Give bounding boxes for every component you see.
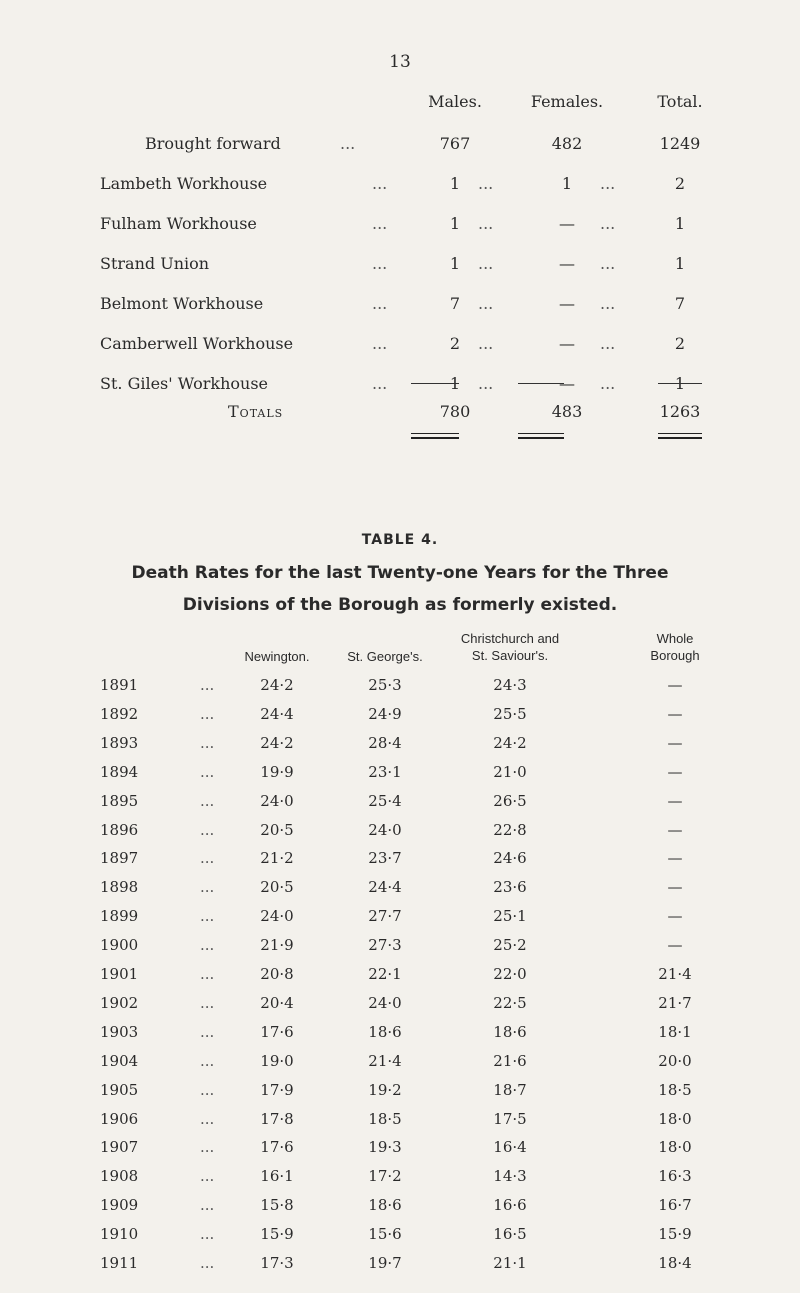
whole-borough-cell: 21·4: [658, 965, 692, 983]
whole-borough-cell: —: [667, 791, 683, 810]
row-label: Camberwell Workhouse: [100, 334, 294, 353]
newington-cell: 24·2: [260, 676, 294, 694]
newington-cell: 17·8: [260, 1109, 294, 1128]
christchurch-cell: 14·3: [493, 1167, 527, 1186]
row-males: 1: [449, 174, 461, 193]
row-total: 1: [674, 214, 686, 233]
year-cell: 1901: [100, 965, 139, 983]
newington-cell: 24·0: [260, 907, 294, 926]
newington-cell: 19·0: [260, 1051, 294, 1070]
leader-dots: ...: [200, 1225, 215, 1244]
st-georges-cell: 19·7: [368, 1254, 402, 1272]
leader-dots: ...: [200, 1254, 215, 1272]
st-georges-cell: 17·2: [368, 1167, 402, 1186]
header-whole-line-1: Whole: [656, 631, 694, 646]
st-georges-cell: 19·3: [368, 1138, 402, 1157]
row-females: —: [559, 254, 575, 273]
year-cell: 1897: [100, 849, 139, 868]
st-georges-cell: 15·6: [368, 1225, 402, 1244]
newington-cell: 19·9: [260, 762, 294, 781]
christchurch-cell: 21·1: [493, 1254, 527, 1272]
row-total: 1249: [659, 134, 701, 153]
christchurch-cell: 16·6: [493, 1196, 527, 1215]
leader-dots: ...: [600, 294, 616, 313]
totals-total: 1263: [659, 402, 701, 421]
st-georges-cell: 24·0: [368, 820, 402, 839]
newington-cell: 20·4: [260, 993, 294, 1012]
leader-dots: ...: [372, 294, 388, 313]
leader-dots: ...: [478, 294, 494, 313]
newington-cell: 17·9: [260, 1080, 294, 1099]
christchurch-cell: 18·7: [493, 1080, 527, 1099]
year-cell: 1904: [100, 1051, 139, 1070]
leader-dots: ...: [372, 174, 388, 193]
st-georges-cell: 19·2: [368, 1080, 402, 1099]
year-cell: 1909: [100, 1196, 139, 1215]
row-males: 7: [449, 294, 461, 313]
leader-dots: ...: [200, 1196, 215, 1215]
newington-cell: 20·5: [260, 820, 294, 839]
leader-dots: ...: [478, 254, 494, 273]
whole-borough-cell: 18·0: [658, 1138, 692, 1157]
christchurch-cell: 16·5: [493, 1225, 527, 1244]
leader-dots: ...: [372, 334, 388, 353]
header-total: Total.: [657, 92, 703, 111]
year-cell: 1893: [100, 733, 139, 752]
leader-dots: ...: [200, 1051, 215, 1070]
year-cell: 1895: [100, 791, 139, 810]
newington-cell: 15·9: [260, 1225, 294, 1244]
whole-borough-cell: 15·9: [658, 1225, 692, 1244]
row-total: 2: [674, 334, 686, 353]
row-label: St. Giles' Workhouse: [100, 374, 268, 393]
row-females: —: [559, 374, 575, 393]
christchurch-cell: 16·4: [493, 1138, 527, 1157]
st-georges-cell: 18·5: [368, 1109, 402, 1128]
leader-dots: ...: [478, 374, 494, 393]
whole-borough-cell: 18·0: [658, 1109, 692, 1128]
newington-cell: 20·8: [260, 965, 294, 983]
whole-borough-cell: 20·0: [658, 1051, 692, 1070]
leader-dots: ...: [200, 1080, 215, 1099]
leader-dots: ...: [200, 704, 215, 723]
leader-dots: ...: [600, 374, 616, 393]
christchurch-cell: 17·5: [493, 1109, 527, 1128]
newington-cell: 17·6: [260, 1138, 294, 1157]
christchurch-cell: 25·5: [493, 704, 527, 723]
newington-cell: 20·5: [260, 878, 294, 897]
row-males: 2: [449, 334, 461, 353]
year-cell: 1902: [100, 993, 139, 1012]
christchurch-cell: 22·0: [493, 965, 527, 983]
row-total: 1: [674, 374, 686, 393]
year-cell: 1891: [100, 676, 139, 694]
whole-borough-cell: 18·4: [658, 1254, 692, 1272]
row-label: Belmont Workhouse: [100, 294, 264, 313]
whole-borough-cell: 18·1: [658, 1022, 692, 1041]
whole-borough-cell: —: [667, 820, 683, 839]
leader-dots: ...: [200, 878, 215, 897]
leader-dots: ...: [200, 820, 215, 839]
st-georges-cell: 23·1: [368, 762, 402, 781]
header-whole-line-2: Borough: [650, 648, 700, 663]
christchurch-cell: 25·1: [493, 907, 527, 926]
divider: [518, 383, 564, 384]
whole-borough-cell: —: [667, 878, 683, 897]
row-females: 1: [561, 174, 573, 193]
st-georges-cell: 23·7: [368, 849, 402, 868]
st-georges-cell: 27·3: [368, 936, 402, 955]
year-cell: 1906: [100, 1109, 139, 1128]
leader-dots: ...: [372, 254, 388, 273]
newington-cell: 17·6: [260, 1022, 294, 1041]
double-rule: [411, 433, 459, 439]
christchurch-cell: 18·6: [493, 1022, 527, 1041]
row-females: —: [559, 294, 575, 313]
st-georges-cell: 22·1: [368, 965, 402, 983]
whole-borough-cell: —: [667, 704, 683, 723]
newington-cell: 21·9: [260, 936, 294, 955]
header-females: Females.: [530, 92, 604, 111]
leader-dots: ...: [200, 993, 215, 1012]
whole-borough-cell: 21·7: [658, 993, 692, 1012]
whole-borough-cell: —: [667, 676, 683, 694]
totals-females: 483: [551, 402, 583, 421]
leader-dots: ...: [200, 849, 215, 868]
year-cell: 1892: [100, 704, 139, 723]
totals-males: 780: [439, 402, 471, 421]
st-georges-cell: 25·3: [368, 676, 402, 694]
whole-borough-cell: —: [667, 762, 683, 781]
whole-borough-cell: —: [667, 733, 683, 752]
year-cell: 1907: [100, 1138, 139, 1157]
double-rule: [658, 433, 702, 439]
leader-dots: ...: [200, 1022, 215, 1041]
divider: [411, 383, 459, 384]
newington-cell: 24·0: [260, 791, 294, 810]
row-females: 482: [551, 134, 583, 153]
row-label: Strand Union: [100, 254, 210, 273]
newington-cell: 16·1: [260, 1167, 294, 1186]
newington-cell: 24·2: [260, 733, 294, 752]
row-label: Lambeth Workhouse: [100, 174, 268, 193]
double-rule: [518, 433, 564, 439]
leader-dots: ...: [200, 1167, 215, 1186]
year-cell: 1911: [100, 1254, 139, 1272]
header-st-georges: St. George's.: [347, 649, 423, 664]
row-males: 767: [439, 134, 471, 153]
christchurch-cell: 26·5: [493, 791, 527, 810]
leader-dots: ...: [600, 254, 616, 273]
year-cell: 1896: [100, 820, 139, 839]
row-males: 1: [449, 254, 461, 273]
header-males: Males.: [428, 92, 482, 111]
st-georges-cell: 24·4: [368, 878, 402, 897]
leader-dots: ...: [200, 1109, 215, 1128]
whole-borough-cell: 18·5: [658, 1080, 692, 1099]
st-georges-cell: 24·9: [368, 704, 402, 723]
leader-dots: ...: [200, 907, 215, 926]
leader-dots: ...: [340, 134, 356, 153]
row-label: Brought forward: [145, 134, 281, 153]
christchurch-cell: 22·5: [493, 993, 527, 1012]
year-cell: 1910: [100, 1225, 139, 1244]
year-cell: 1900: [100, 936, 139, 955]
whole-borough-cell: —: [667, 907, 683, 926]
whole-borough-cell: 16·7: [658, 1196, 692, 1215]
row-males: 1: [449, 214, 461, 233]
row-total: 7: [674, 294, 686, 313]
year-cell: 1908: [100, 1167, 139, 1186]
st-georges-cell: 18·6: [368, 1196, 402, 1215]
leader-dots: ...: [478, 174, 494, 193]
st-georges-cell: 27·7: [368, 907, 402, 926]
year-cell: 1899: [100, 907, 139, 926]
st-georges-cell: 24·0: [368, 993, 402, 1012]
table-label: TABLE 4.: [361, 532, 439, 548]
header-newington: Newington.: [244, 649, 310, 664]
row-females: —: [559, 214, 575, 233]
leader-dots: ...: [478, 334, 494, 353]
christchurch-cell: 23·6: [493, 878, 527, 897]
leader-dots: ...: [200, 733, 215, 752]
newington-cell: 17·3: [260, 1254, 294, 1272]
year-cell: 1905: [100, 1080, 139, 1099]
christchurch-cell: 25·2: [493, 936, 527, 955]
leader-dots: ...: [200, 965, 215, 983]
leader-dots: ...: [372, 214, 388, 233]
newington-cell: 21·2: [260, 849, 294, 868]
leader-dots: ...: [200, 791, 215, 810]
leader-dots: ...: [600, 334, 616, 353]
st-georges-cell: 21·4: [368, 1051, 402, 1070]
whole-borough-cell: —: [667, 849, 683, 868]
christchurch-cell: 24·3: [493, 676, 527, 694]
st-georges-cell: 18·6: [368, 1022, 402, 1041]
header-christchurch-line-1: Christchurch and: [460, 631, 560, 646]
newington-cell: 24·4: [260, 704, 294, 723]
year-cell: 1894: [100, 762, 139, 781]
row-total: 2: [674, 174, 686, 193]
leader-dots: ...: [600, 214, 616, 233]
page-number: 13: [389, 52, 411, 72]
year-cell: 1898: [100, 878, 139, 897]
totals-label: Totals: [228, 402, 284, 421]
year-cell: 1903: [100, 1022, 139, 1041]
whole-borough-cell: 16·3: [658, 1167, 692, 1186]
row-females: —: [559, 334, 575, 353]
row-total: 1: [674, 254, 686, 273]
divider: [658, 383, 702, 384]
leader-dots: ...: [200, 1138, 215, 1157]
christchurch-cell: 21·0: [493, 762, 527, 781]
leader-dots: ...: [600, 174, 616, 193]
christchurch-cell: 24·6: [493, 849, 527, 868]
christchurch-cell: 21·6: [493, 1051, 527, 1070]
christchurch-cell: 22·8: [493, 820, 527, 839]
st-georges-cell: 25·4: [368, 791, 402, 810]
row-label: Fulham Workhouse: [100, 214, 257, 233]
leader-dots: ...: [478, 214, 494, 233]
row-males: 1: [449, 374, 461, 393]
whole-borough-cell: —: [667, 936, 683, 955]
leader-dots: ...: [200, 676, 215, 694]
table-title-line-1: Death Rates for the last Twenty-one Years for the Three: [131, 563, 669, 583]
leader-dots: ...: [200, 936, 215, 955]
leader-dots: ...: [372, 374, 388, 393]
leader-dots: ...: [200, 762, 215, 781]
newington-cell: 15·8: [260, 1196, 294, 1215]
st-georges-cell: 28·4: [368, 733, 402, 752]
header-christchurch-line-2: St. Saviour's.: [471, 648, 549, 663]
table-title-line-2: Divisions of the Borough as formerly existed.: [182, 595, 618, 615]
christchurch-cell: 24·2: [493, 733, 527, 752]
